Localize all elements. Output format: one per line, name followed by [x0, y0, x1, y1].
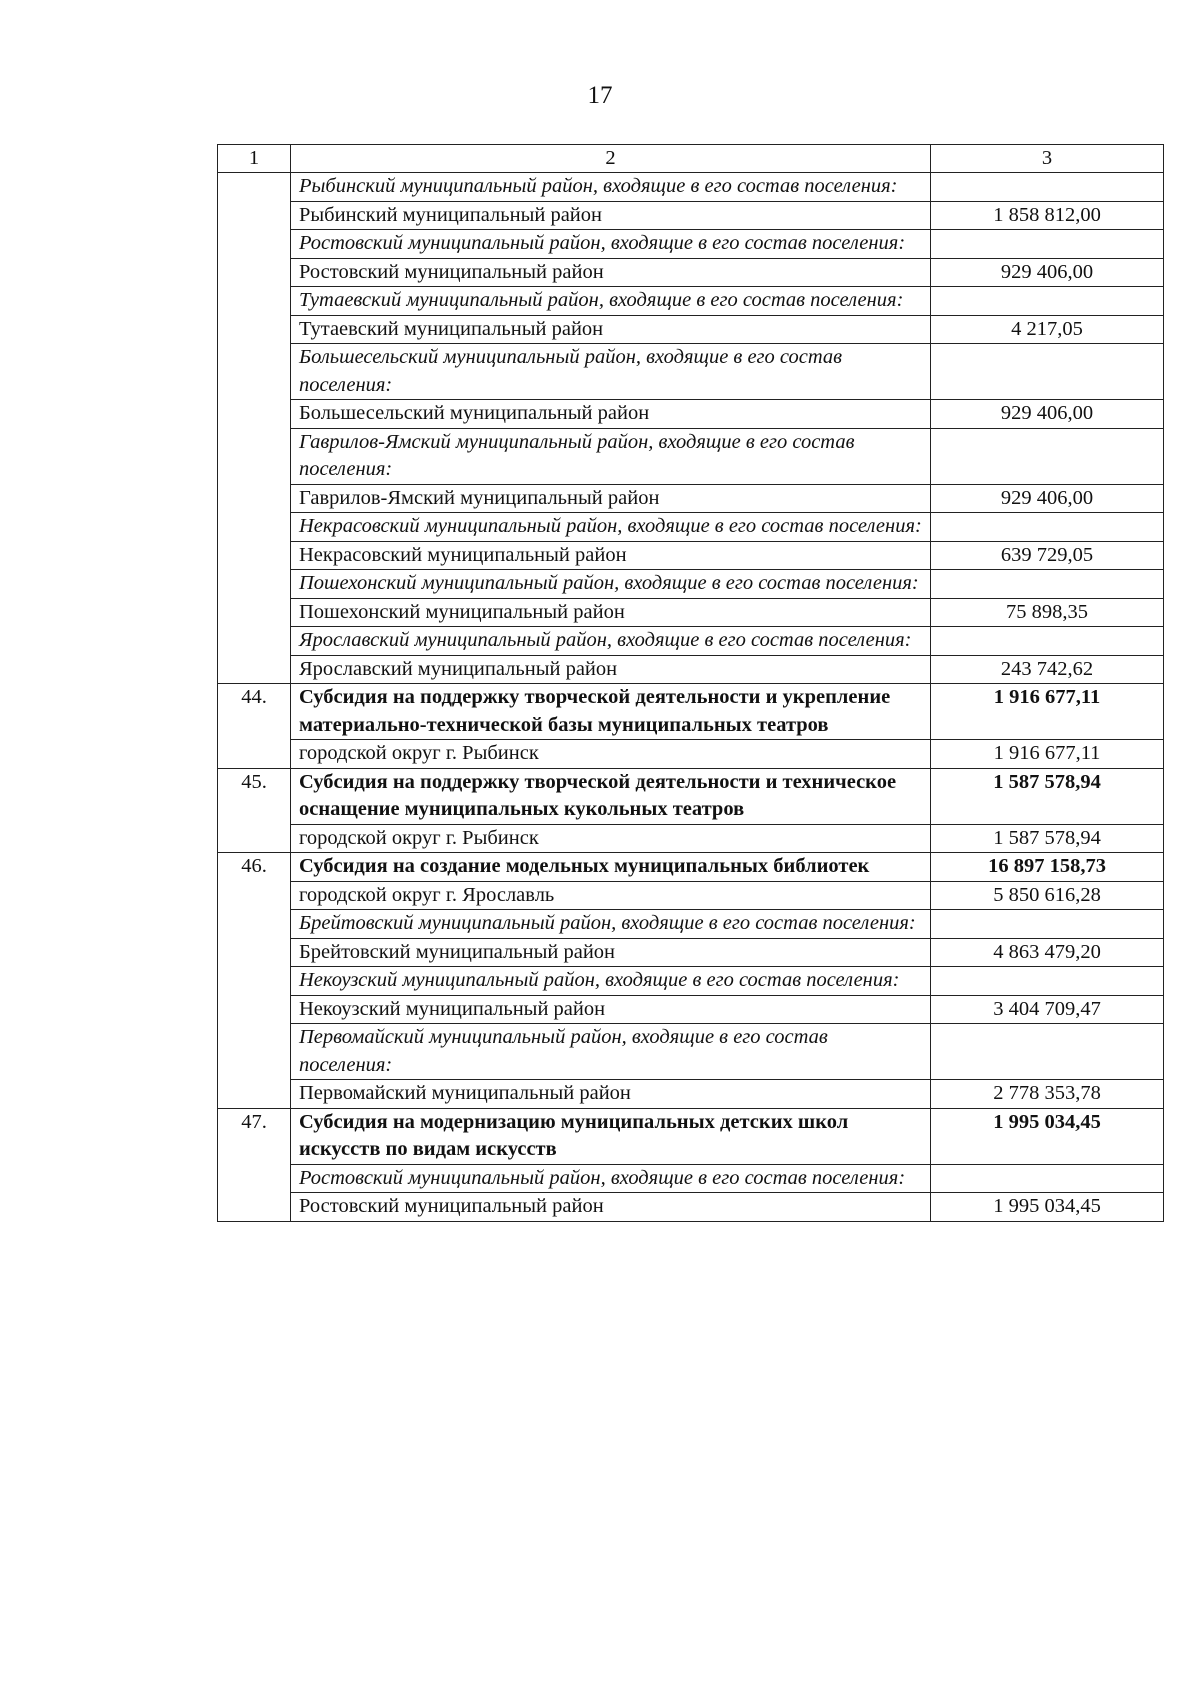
table-row: [218, 570, 1164, 599]
row-amount-cell: 4 217,05: [931, 315, 1164, 344]
table-row: [218, 541, 1164, 570]
row-number-cell: 47.: [218, 1108, 291, 1221]
row-number-cell: 46.: [218, 853, 291, 1109]
row-amount-cell: 1 916 677,11: [931, 684, 1164, 740]
table-row: [218, 1164, 1164, 1193]
row-amount-cell: 1 587 578,94: [931, 768, 1164, 824]
row-amount-cell: 929 406,00: [931, 484, 1164, 513]
row-name-cell: Ростовский муниципальный район: [291, 258, 931, 287]
table-row: [218, 400, 1164, 429]
row-amount-cell: 4 863 479,20: [931, 938, 1164, 967]
table-row: [218, 1024, 1164, 1080]
table-row: [218, 910, 1164, 939]
table-row: [218, 201, 1164, 230]
row-name-cell: Первомайский муниципальный район: [291, 1080, 931, 1109]
column-header-amount: 3: [931, 145, 1164, 173]
table-row: [218, 853, 1164, 882]
row-name-cell: Ростовский муниципальный район: [291, 1193, 931, 1222]
row-name-cell: Гаврилов-Ямский муниципальный район: [291, 484, 931, 513]
table-row: [218, 684, 1164, 740]
table-row: [218, 173, 1164, 202]
row-name-cell: Ярославский муниципальный район: [291, 655, 931, 684]
row-amount-cell: [931, 967, 1164, 996]
row-name-cell: Тутаевский муниципальный район, входящие в его состав поселения:: [291, 287, 931, 316]
row-name-cell: Рыбинский муниципальный район, входящие в его состав поселения:: [291, 173, 931, 202]
table-row: [218, 230, 1164, 259]
row-amount-cell: [931, 230, 1164, 259]
row-name-cell: Пошехонский муниципальный район: [291, 598, 931, 627]
row-amount-cell: [931, 1024, 1164, 1080]
row-amount-cell: [931, 570, 1164, 599]
row-amount-cell: 16 897 158,73: [931, 853, 1164, 882]
table-row: [218, 938, 1164, 967]
row-name-cell: Некрасовский муниципальный район: [291, 541, 931, 570]
row-amount-cell: 1 995 034,45: [931, 1193, 1164, 1222]
table-row: [218, 1193, 1164, 1222]
row-name-cell: Первомайский муниципальный район, входящие в его состав поселения:: [291, 1024, 931, 1080]
row-name-cell: Субсидия на модернизацию муниципальных детских школ искусств по видам искусств: [291, 1108, 931, 1164]
row-name-cell: городской округ г. Ярославль: [291, 881, 931, 910]
table-row: [218, 824, 1164, 853]
row-amount-cell: 3 404 709,47: [931, 995, 1164, 1024]
row-amount-cell: 2 778 353,78: [931, 1080, 1164, 1109]
row-name-cell: Брейтовский муниципальный район: [291, 938, 931, 967]
row-amount-cell: [931, 287, 1164, 316]
table-row: [218, 1108, 1164, 1164]
table-row: [218, 627, 1164, 656]
row-amount-cell: 1 995 034,45: [931, 1108, 1164, 1164]
row-amount-cell: 243 742,62: [931, 655, 1164, 684]
row-amount-cell: 929 406,00: [931, 258, 1164, 287]
row-amount-cell: 75 898,35: [931, 598, 1164, 627]
table-header-row: [218, 145, 1164, 173]
row-name-cell: Ростовский муниципальный район, входящие в его состав поселения:: [291, 230, 931, 259]
row-amount-cell: 639 729,05: [931, 541, 1164, 570]
row-amount-cell: [931, 910, 1164, 939]
table-row: [218, 315, 1164, 344]
row-name-cell: городской округ г. Рыбинск: [291, 740, 931, 769]
row-amount-cell: [931, 513, 1164, 542]
row-name-cell: Большесельский муниципальный район: [291, 400, 931, 429]
row-name-cell: Большесельский муниципальный район, входящие в его состав поселения:: [291, 344, 931, 400]
table-row: [218, 513, 1164, 542]
table-row: [218, 740, 1164, 769]
table-row: [218, 881, 1164, 910]
row-name-cell: Ярославский муниципальный район, входящие в его состав поселения:: [291, 627, 931, 656]
row-number-cell: 44.: [218, 684, 291, 769]
row-amount-cell: [931, 428, 1164, 484]
row-number-cell: [218, 173, 291, 684]
table-row: [218, 967, 1164, 996]
table-row: [218, 598, 1164, 627]
row-amount-cell: 929 406,00: [931, 400, 1164, 429]
row-name-cell: Некрасовский муниципальный район, входящие в его состав поселения:: [291, 513, 931, 542]
table-row: [218, 768, 1164, 824]
row-name-cell: Некоузский муниципальный район, входящие в его состав поселения:: [291, 967, 931, 996]
row-amount-cell: 1 916 677,11: [931, 740, 1164, 769]
table-row: [218, 484, 1164, 513]
column-header-name: 2: [291, 145, 931, 173]
row-name-cell: Гаврилов-Ямский муниципальный район, входящие в его состав поселения:: [291, 428, 931, 484]
row-amount-cell: 1 587 578,94: [931, 824, 1164, 853]
row-amount-cell: [931, 173, 1164, 202]
row-name-cell: Субсидия на создание модельных муниципальных библиотек: [291, 853, 931, 882]
column-header-number: 1: [218, 145, 291, 173]
table-row: [218, 428, 1164, 484]
row-number-cell: 45.: [218, 768, 291, 853]
row-amount-cell: 5 850 616,28: [931, 881, 1164, 910]
table-row: [218, 655, 1164, 684]
row-name-cell: Тутаевский муниципальный район: [291, 315, 931, 344]
table-row: [218, 995, 1164, 1024]
row-name-cell: Некоузский муниципальный район: [291, 995, 931, 1024]
row-amount-cell: [931, 344, 1164, 400]
row-amount-cell: 1 858 812,00: [931, 201, 1164, 230]
row-name-cell: Субсидия на поддержку творческой деятельности и укрепление материально-технической базы муниципальных театров: [291, 684, 931, 740]
row-name-cell: Пошехонский муниципальный район, входящие в его состав поселения:: [291, 570, 931, 599]
subsidy-table: [217, 144, 1164, 1222]
row-amount-cell: [931, 1164, 1164, 1193]
row-name-cell: Брейтовский муниципальный район, входящие в его состав поселения:: [291, 910, 931, 939]
table-row: [218, 1080, 1164, 1109]
table-row: [218, 344, 1164, 400]
row-amount-cell: [931, 627, 1164, 656]
row-name-cell: Субсидия на поддержку творческой деятельности и техническое оснащение муниципальных кукольных театров: [291, 768, 931, 824]
table-row: [218, 258, 1164, 287]
page-number: 17: [587, 82, 613, 109]
row-name-cell: городской округ г. Рыбинск: [291, 824, 931, 853]
row-name-cell: Рыбинский муниципальный район: [291, 201, 931, 230]
row-name-cell: Ростовский муниципальный район, входящие в его состав поселения:: [291, 1164, 931, 1193]
table-row: [218, 287, 1164, 316]
